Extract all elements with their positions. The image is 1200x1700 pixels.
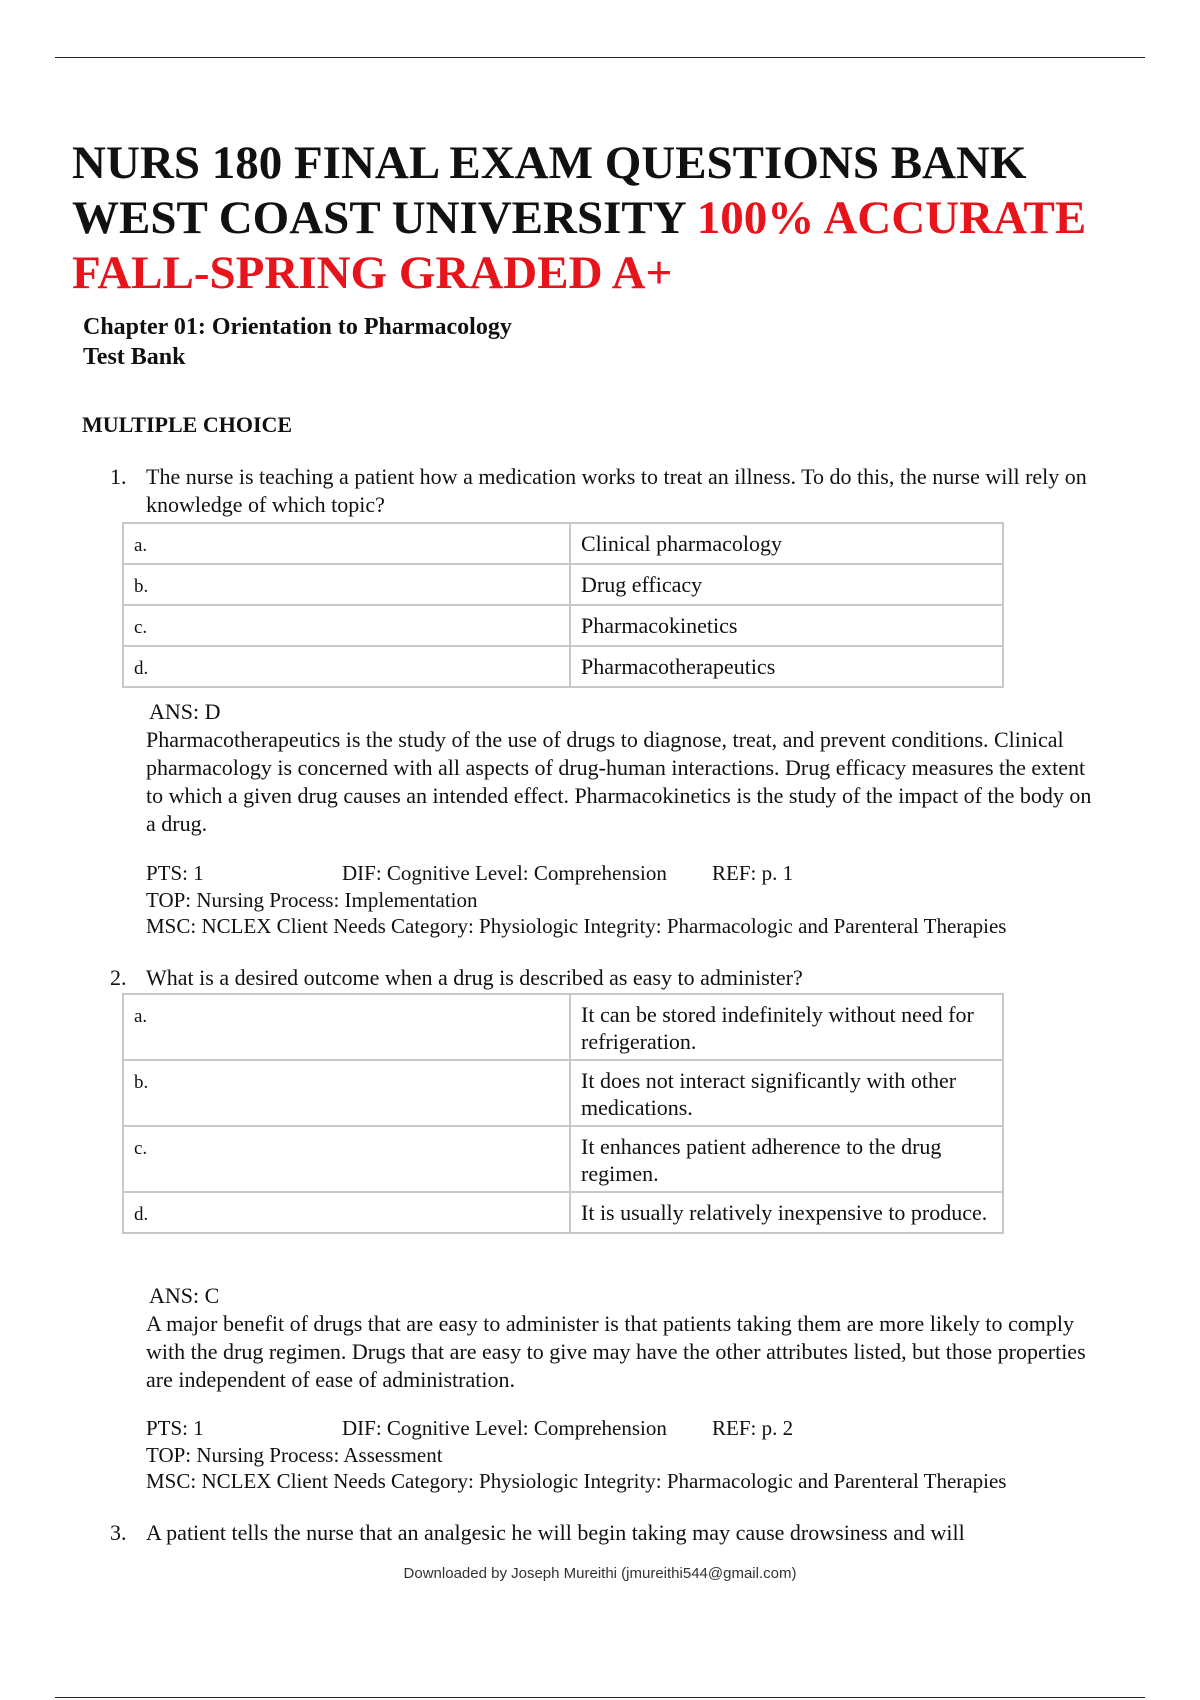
- option-text: It is usually relatively inexpensive to produce.: [570, 1192, 1003, 1233]
- answer-key: ANS: D: [149, 699, 221, 724]
- meta-dif: DIF: Cognitive Level: Comprehension: [342, 1416, 667, 1440]
- answer-block-1: [146, 698, 1106, 838]
- question-stem: The nurse is teaching a patient how a medication works to treat an illness. To do this, the nurse will rely on knowledge of which topic?: [146, 464, 1087, 517]
- option-text: It enhances patient adherence to the drug regimen.: [570, 1126, 1003, 1192]
- question-meta-1: [146, 860, 1146, 940]
- title-line-3: FALL-SPRING GRADED A+: [72, 247, 673, 299]
- chapter-heading: [83, 312, 512, 372]
- options-table-1: [122, 522, 1004, 688]
- option-row: [123, 1192, 1003, 1233]
- option-letter: c.: [123, 1126, 570, 1192]
- options-table-2: [122, 993, 1004, 1234]
- option-text: Pharmacotherapeutics: [570, 646, 1003, 687]
- option-letter: a.: [123, 523, 570, 564]
- download-footer: Downloaded by Joseph Mureithi (jmureithi544@gmail.com): [403, 1565, 797, 1582]
- option-row: [123, 564, 1003, 605]
- option-letter: b.: [123, 564, 570, 605]
- option-text: Clinical pharmacology: [570, 523, 1003, 564]
- meta-dif: DIF: Cognitive Level: Comprehension: [342, 861, 667, 885]
- document-title: [72, 136, 1172, 301]
- option-letter: d.: [123, 646, 570, 687]
- bottom-divider: [55, 1697, 1145, 1698]
- meta-ref: REF: p. 2: [712, 1416, 794, 1440]
- meta-ref: REF: p. 1: [712, 861, 794, 885]
- top-divider: [55, 57, 1145, 58]
- title-line-2-red: 100% ACCURATE: [696, 192, 1087, 244]
- option-row: [123, 1060, 1003, 1126]
- option-letter: b.: [123, 1060, 570, 1126]
- chapter-title: Chapter 01: Orientation to Pharmacology: [83, 314, 512, 340]
- question-stem: A patient tells the nurse that an analgesic he will begin taking may cause drowsiness and will: [146, 1520, 965, 1545]
- chapter-subtitle: Test Bank: [83, 344, 186, 370]
- meta-top: TOP: Nursing Process: Assessment: [146, 1442, 443, 1467]
- option-letter: c.: [123, 605, 570, 646]
- option-row: [123, 605, 1003, 646]
- option-text: Drug efficacy: [570, 564, 1003, 605]
- option-row: [123, 1126, 1003, 1192]
- answer-block-2: [146, 1282, 1106, 1394]
- meta-top: TOP: Nursing Process: Implementation: [146, 887, 478, 912]
- meta-pts: PTS: 1: [146, 1416, 204, 1440]
- option-row: [123, 523, 1003, 564]
- title-line-2-black: WEST COAST UNIVERSITY: [72, 192, 697, 244]
- answer-key: ANS: C: [149, 1283, 220, 1308]
- option-text: Pharmacokinetics: [570, 605, 1003, 646]
- option-letter: a.: [123, 994, 570, 1060]
- option-text: It can be stored indefinitely without need for refrigeration.: [570, 994, 1003, 1060]
- option-text: It does not interact significantly with other medications.: [570, 1060, 1003, 1126]
- question-number: 3.: [110, 1520, 127, 1545]
- question-3: [110, 1519, 1100, 1547]
- question-1: [110, 463, 1100, 519]
- meta-msc: MSC: NCLEX Client Needs Category: Physiologic Integrity: Pharmacologic and Parenteral Therapies: [146, 1469, 1007, 1493]
- option-row: [123, 646, 1003, 687]
- question-number: 1.: [110, 464, 127, 489]
- option-row: [123, 994, 1003, 1060]
- question-2: [110, 964, 1100, 992]
- question-number: 2.: [110, 965, 127, 990]
- question-stem: What is a desired outcome when a drug is described as easy to administer?: [146, 965, 803, 990]
- title-line-2: [72, 191, 1172, 246]
- meta-pts: PTS: 1: [146, 861, 204, 885]
- option-letter: d.: [123, 1192, 570, 1233]
- section-title: MULTIPLE CHOICE: [82, 412, 293, 437]
- question-meta-2: [146, 1415, 1146, 1495]
- answer-rationale: Pharmacotherapeutics is the study of the use of drugs to diagnose, treat, and prevent conditions. Clinical pharmacology is concerned with all aspects of drug-human interactions. Drug efficacy measures the extent to which a given drug causes an intended effect. Pharmacokinetics is the study of the impact of the body on a drug.: [146, 727, 1092, 836]
- meta-msc: MSC: NCLEX Client Needs Category: Physiologic Integrity: Pharmacologic and Parenteral Therapies: [146, 914, 1007, 938]
- answer-rationale: A major benefit of drugs that are easy to administer is that patients taking them are more likely to comply with the drug regimen. Drugs that are easy to give may have the other attributes listed, but those properties are independent of ease of administration.: [146, 1311, 1086, 1392]
- title-line-1: NURS 180 FINAL EXAM QUESTIONS BANK: [72, 137, 1027, 189]
